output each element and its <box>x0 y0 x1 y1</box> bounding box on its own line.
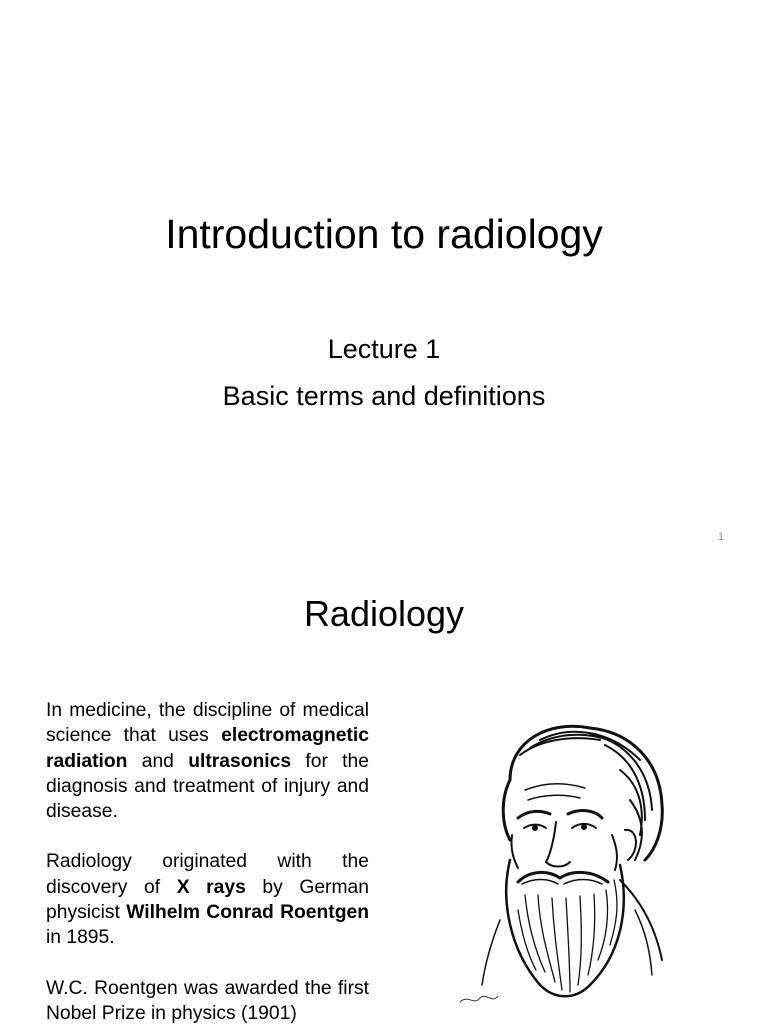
page-number: 1 <box>717 531 724 543</box>
text-run: and <box>127 750 189 772</box>
subtitle-topic: Basic terms and definitions <box>222 381 546 411</box>
bold-term: electromagnetic radiation <box>46 725 369 772</box>
roentgen-portrait-icon <box>440 710 690 1010</box>
body-text <box>46 698 369 1024</box>
text-run: W.C. Roentgen was awarded the first Nobel Prize in physics (1901) <box>46 977 369 1024</box>
paragraph-nobel <box>46 976 369 1024</box>
content-slide <box>0 576 768 1024</box>
paragraph-origin <box>46 849 369 950</box>
text-run: In medicine, the discipline of medical science that uses <box>46 700 369 747</box>
bold-term: Wilhelm Conrad Roentgen <box>126 902 369 924</box>
paragraph-definition <box>46 698 369 824</box>
text-run: Radiology originated with the discovery of <box>46 851 369 898</box>
subtitle-lecture: Lecture 1 <box>327 334 441 364</box>
slide-subtitle <box>0 326 768 420</box>
bold-term: X rays <box>176 876 246 898</box>
text-run: in 1895. <box>46 927 115 949</box>
text-run: for the diagnosis and treatment of injury and disease. <box>46 750 369 823</box>
text-run: by German physicist <box>46 876 369 924</box>
bold-term: ultrasonics <box>188 750 292 772</box>
slide-title: Radiology <box>303 593 465 634</box>
slide-title: Introduction to radiology <box>165 211 603 257</box>
